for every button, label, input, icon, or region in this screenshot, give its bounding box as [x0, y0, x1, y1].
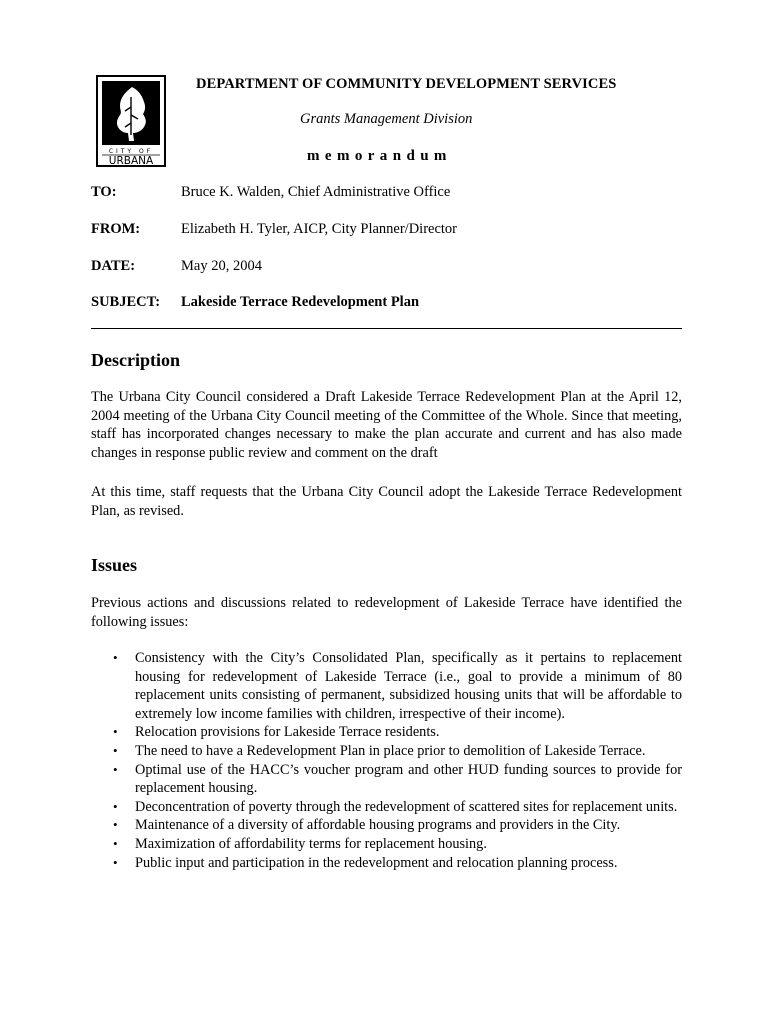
department-title: DEPARTMENT OF COMMUNITY DEVELOPMENT SERVICES	[196, 76, 617, 92]
list-item	[91, 816, 682, 835]
to-value: Bruce K. Walden, Chief Administrative Office	[181, 184, 451, 200]
list-item	[91, 761, 682, 798]
logo-city-label: CITY OF	[108, 148, 154, 155]
date-label: DATE:	[91, 258, 136, 274]
bullet-icon: •	[113, 835, 118, 851]
issues-intro: Previous actions and discussions related to redevelopment of Lakeside Terrace have identified the following issues:	[91, 595, 682, 630]
description-heading: Description	[91, 350, 180, 370]
issues-heading: Issues	[91, 555, 138, 575]
header-divider	[91, 328, 682, 329]
bullet-icon: •	[113, 724, 118, 740]
list-item	[91, 723, 682, 742]
subject-value: Lakeside Terrace Redevelopment Plan	[181, 294, 420, 310]
list-item	[91, 854, 682, 873]
list-item-text: Deconcentration of poverty through the redevelopment of scattered sites for replacement units.	[135, 798, 678, 815]
to-label: TO:	[91, 184, 117, 200]
list-item-text: Optimal use of the HACC’s voucher program and other HUD funding sources to provide for replacement housing.	[135, 761, 682, 797]
document-type: memorandum	[307, 148, 452, 164]
list-item	[91, 835, 682, 854]
list-item	[91, 742, 682, 761]
bullet-icon: •	[113, 650, 118, 665]
list-item	[91, 798, 682, 817]
bullet-icon: •	[113, 798, 118, 814]
description-paragraph-1: The Urbana City Council considered a Draft Lakeside Terrace Redevelopment Plan at the April 12, 2004 meeting of the Urbana City Council meeting of the Committee of the Whole. Since that meeting, staff has incorporated changes necessary to make the plan accurate and current and has also made changes in response public review and comment on the draft	[91, 389, 682, 461]
bullet-icon: •	[113, 761, 118, 777]
city-of-urbana-logo	[96, 75, 166, 167]
list-item-text: Public input and participation in the redevelopment and relocation planning process.	[135, 854, 618, 871]
issues-list	[91, 649, 682, 872]
division-name: Grants Management Division	[300, 111, 473, 127]
date-value: May 20, 2004	[181, 258, 262, 274]
list-item	[91, 649, 682, 723]
bullet-icon: •	[113, 742, 118, 758]
logo-city-name: URBANA	[108, 155, 154, 167]
description-paragraph-2: At this time, staff requests that the Urbana City Council adopt the Lakeside Terrace Redevelopment Plan, as revised.	[91, 484, 682, 519]
subject-label: SUBJECT:	[91, 294, 161, 310]
from-value: Elizabeth H. Tyler, AICP, City Planner/Director	[181, 221, 458, 237]
list-item-text: Maintenance of a diversity of affordable housing programs and providers in the City.	[135, 817, 621, 834]
from-label: FROM:	[91, 221, 141, 237]
list-item-text: Consistency with the City’s Consolidated Plan, specifically as it pertains to replacement housing for redevelopment of Lakeside Terrace (i.e., goal to provide a minimum of 80 replacement units consisting of permanent, subsidized housing units that will be affordable to extremely low income families with children, irrespective of their income).	[135, 650, 682, 722]
list-item-text: The need to have a Redevelopment Plan in place prior to demolition of Lakeside Terrace.	[135, 742, 646, 759]
list-item-text: Relocation provisions for Lakeside Terrace residents.	[135, 724, 440, 741]
list-item-text: Maximization of affordability terms for replacement housing.	[135, 835, 487, 852]
bullet-icon: •	[113, 854, 118, 870]
bullet-icon: •	[113, 817, 118, 833]
